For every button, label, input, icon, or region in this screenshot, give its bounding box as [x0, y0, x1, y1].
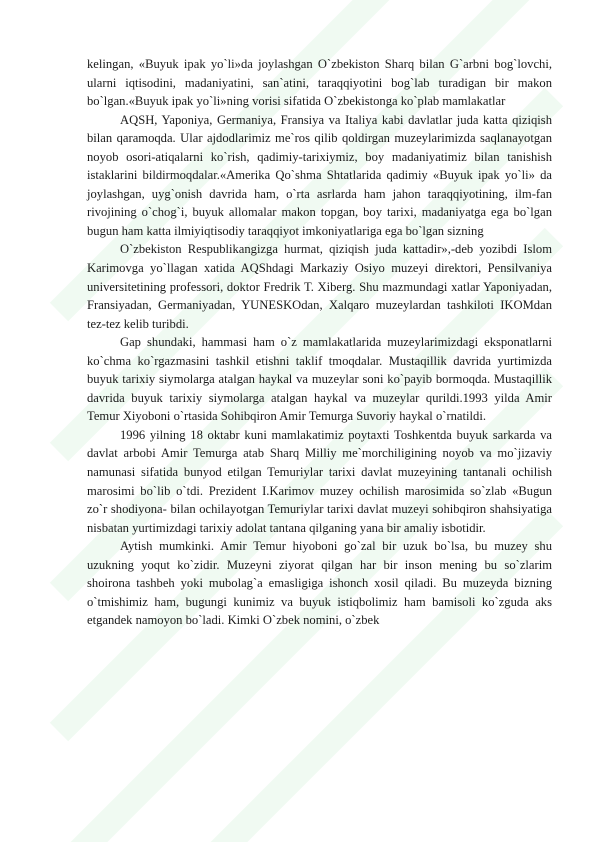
- paragraph-3: O`zbekiston Respublikangizga hurmat, qiziqish juda kattadir»,-deb yozibdi Islom Karimovga yo`llagan xatida AQShdagi Markaziy Osiyo muzeyi direktori, Pensilvaniya universitetining professori, doktor Fredrik T. Xiberg. Shu mazmundagi xatlar Yaponiyadan, Fransiyadan, Germaniyadan, YUNESKOdan, Xalqaro muzeylardan tashkiloti IKOMdan tez-tez kelib turibdi.: [87, 242, 552, 331]
- paragraph-5: 1996 yilning 18 oktabr kuni mamlakatimiz poytaxti Toshkentda buyuk sarkarda va davlat arbobi Amir Temurga atab Sharq Milliy me`morchiligining noyob va mo`jizaviy namunasi sifatida bunyod etilgan Temuriylar tarixi davlat muzeyining tantanali ochilish marosimi bo`lib o`tdi. Prezident I.Karimov muzey ochilish marosimida so`zlab «Bugun zo`r shodiyona- bilan ochilayotgan Temuriylar tarixi davlat muzeyi sohibqiron shahsiyatiga nisbatan yurtimizdagi tarixiy adolat tantana qilganing yana bir amaliy isbotidir.: [87, 427, 552, 535]
- paragraph-4: Gap shundaki, hammasi ham o`z mamlakatlarida muzeylarimizdagi eksponatlarni ko`chma ko`rgazmasini tashkil etishni taklif tmoqdalar. Mustaqillik davrida yurtimizda buyuk tarixiy siymolarga atalgan haykal va muzeylar soni ko`payib bormoqda. Mustaqillik davrida buyuk tarixiy siymolarga atalgan haykal va muzeylar qurildi.1993 yilda Amir Temur Xiyoboni o`rtasida Sohibqiron Amir Temurga Suvoriy haykal o`rnatildi.: [87, 335, 552, 424]
- paragraph-2: AQSH, Yaponiya, Germaniya, Fransiya va Italiya kabi davlatlar juda katta qiziqish bilan qaramoqda. Ular ajdodlarimiz me`ros qilib qoldirgan muzeylarimizda saqlanayotgan noyob osori-atiqalarni ko`rish, qadimiy-tarixiymiz, boy madaniyatimiz bilan tanishish istaklarini bildirmoqdalar.«Amerika Qo`shma Shtatlarida qadimiy «Buyuk ipak yo`li» da joylashgan, uyg`onish davrida ham, o`rta asrlarda ham jahon taraqqiyotining, ilm-fan rivojining o`chog`i, buyuk allomalar makon topgan, boy tarixi, madaniyatga ega bo`lgan bugun ham katta ilmiyiqtisodiy taraqqiyot imkoniyatlariga ega bo`lgan sizning: [87, 112, 552, 238]
- paragraph-6: Aytish mumkinki. Amir Temur hiyoboni go`zal bir uzuk bo`lsa, bu muzey shu uzukning yoqut ko`zidir. Muzeyni ziyorat qilgan har bir inson mening bu so`zlarim shoirona tashbeh yoki mubolag`a emasligiga ishonch xosil qiladi. Bu muzeyda bizning o`tmishimiz ham, bugungi kunimiz va buyuk istiqbolimiz ham bamisoli ko`zguda aks etgandek namoyon bo`ladi. Kimki O`zbek nomini, o`zbek: [87, 539, 552, 628]
- document-body: [87, 55, 552, 630]
- paragraph-1: kelingan, «Buyuk ipak yo`li»da joylashgan O`zbekiston Sharq bilan G`arbni bog`lovchi, ularni iqtisodini, madaniyatini, san`atini, taraqqiyotini bog`lab turadigan bir makon bo`lgan.«Buyuk ipak yo`li»ning vorisi sifatida O`zbekistonga ko`plab mamlakatlar: [87, 57, 552, 109]
